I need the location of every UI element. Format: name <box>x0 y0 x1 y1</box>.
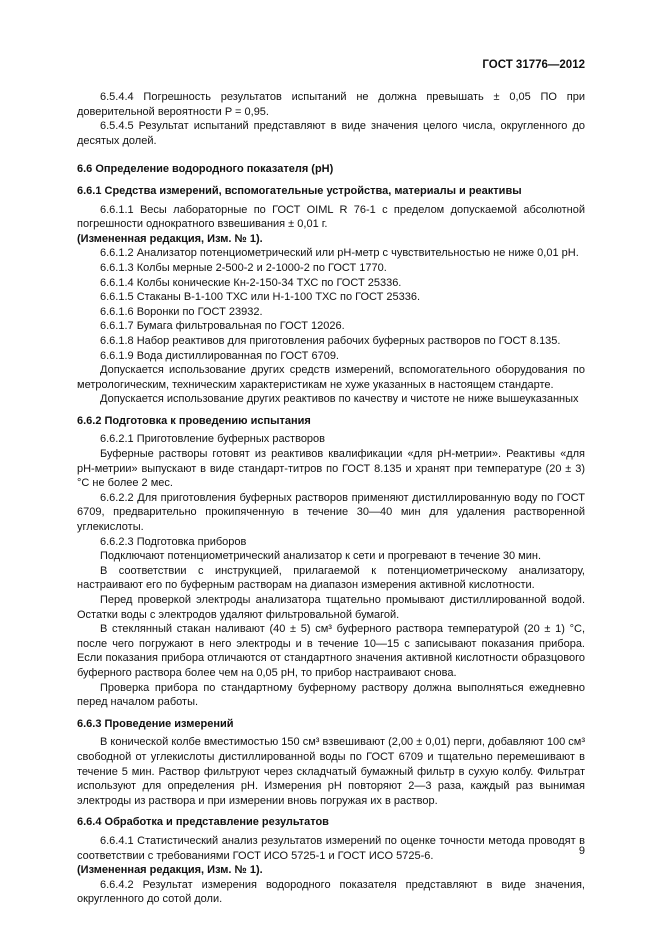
paragraph-permission-equipment: Допускается использование других средств измерений, вспомогательного оборудования по метрологическим, техническим характеристикам не хуже указанных в настоящем стандарте. <box>77 364 585 391</box>
paragraph-6-6-1-4: 6.6.1.4 Колбы конические Кн-2-150-34 ТХС по ГОСТ 25336. <box>100 276 402 289</box>
paragraph-measurement-procedure: В конической колбе вместимостью 150 см³ взвешивают (2,00 ± 0,01) перги, добавляют 100 см³ свободной от углекислоты дистиллированной воды по ГОСТ 6709 и тщательно перемешивают в течение 5 мин. Раствор фильтруют через складчатый бумажный фильтр в сухую колбу. Фильтрат используют для определения рН. Измерения рН повторяют 2—3 раза, каждый раз вынимая электроды из раствора и при измерении вновь погружая их в раствор. <box>77 736 585 807</box>
paragraph-beaker-check: В стеклянный стакан наливают (40 ± 5) см³ буферного раствора температурой (20 ± 1) °С, после чего погружают в него электроды и в течение 10—15 с записывают показания прибора. Если показания прибора отличаются от стандартного значения активной кислотности образцового буферного раствора более чем на 0,05 рН, то прибор настраивают снова. <box>77 623 585 679</box>
paragraph-6-6-1-9: 6.6.1.9 Вода дистиллированная по ГОСТ 6709. <box>100 349 339 362</box>
subsection-heading-6-6-2: 6.6.2 Подготовка к проведению испытания <box>77 414 311 427</box>
paragraph-6-6-2-1: 6.6.2.1 Приготовление буферных растворов <box>100 433 326 446</box>
document-code-header: ГОСТ 31776—2012 <box>482 59 585 71</box>
paragraph-6-6-1-5: 6.6.1.5 Стаканы В-1-100 ТХС или Н-1-100 ТХС по ГОСТ 25336. <box>100 291 421 304</box>
paragraph-6-6-1-2: 6.6.1.2 Анализатор потенциометрический или рН-метр с чувствительностью не ниже 0,01 рН. <box>100 247 579 260</box>
paragraph-6-6-1-6: 6.6.1.6 Воронки по ГОСТ 23932. <box>100 305 263 318</box>
paragraph-6-6-4-2: 6.6.4.2 Результат измерения водородного показателя представляют в виде значения, округленного до сотой доли. <box>77 878 585 906</box>
amendment-note: (Измененная редакция, Изм. № 1). <box>77 232 263 245</box>
paragraph-6-6-1-1: 6.6.1.1 Весы лабораторные по ГОСТ OIML R 76-1 с пределом допускаемой абсолютной погрешности однократного взвешивания ± 0,01 г. <box>77 203 585 231</box>
page-number: 9 <box>578 845 585 857</box>
amendment-note-2: (Измененная редакция, Изм. № 1). <box>77 864 263 877</box>
paragraph-6-6-1-3: 6.6.1.3 Колбы мерные 2-500-2 и 2-1000-2 по ГОСТ 1770. <box>100 261 387 274</box>
subsection-heading-6-6-4: 6.6.4 Обработка и представление результатов <box>77 816 329 829</box>
subsection-heading-6-6-1: 6.6.1 Средства измерений, вспомогательные устройства, материалы и реактивы <box>77 184 522 197</box>
paragraph-buffer-solutions: Буферные растворы готовят из реактивов квалификации «для рН-метрии». Реактивы «для рН-метрии» выпускают в виде стандарт-титров по ГОСТ 8.135 и хранят при температуре (20 ± 3) °С не более 2 мес. <box>77 448 585 490</box>
page-body <box>77 90 585 907</box>
paragraph-6-6-4-1: 6.6.4.1 Статистический анализ результатов измерений по оценке точности метода проводят в соответствии с требованиями ГОСТ ИСО 5725-1 и ГОСТ ИСО 5725-6. <box>77 834 585 862</box>
paragraph-calibration: В соответствии с инструкцией, прилагаемой к потенциометрическому анализатору, настраивают его по буферным растворам на диапазон измерения активной кислотности. <box>77 564 585 592</box>
paragraph-6-6-2-3: 6.6.2.3 Подготовка приборов <box>100 535 247 548</box>
section-heading-6-6: 6.6 Определение водородного показателя (рН) <box>77 163 334 176</box>
paragraph-electrode-wash: Перед проверкой электроды анализатора тщательно промывают дистиллированной водой. Остатки воды с электродов удаляют фильтровальной бумагой. <box>77 594 585 621</box>
paragraph-6-6-2-2: 6.6.2.2 Для приготовления буферных растворов применяют дистиллированную воду по ГОСТ 6709, предварительно прокипяченную в течение 30—40 мин для удаления растворенной углекислоты. <box>77 491 585 534</box>
paragraph-6-5-4-5: 6.5.4.5 Результат испытаний представляют в виде значения целого числа, округленного до десятых долей. <box>77 120 585 147</box>
paragraph-6-6-1-7: 6.6.1.7 Бумага фильтровальная по ГОСТ 12026. <box>100 320 345 333</box>
paragraph-6-6-1-8: 6.6.1.8 Набор реактивов для приготовления рабочих буферных растворов по ГОСТ 8.135. <box>100 334 561 347</box>
paragraph-6-5-4-4: 6.5.4.4 Погрешность результатов испытаний не должна превышать ± 0,05 ПО при доверительной вероятности P = 0,95. <box>77 91 585 118</box>
paragraph-connect-analyzer: Подключают потенциометрический анализатор к сети и прогревают в течение 30 мин. <box>100 550 542 563</box>
paragraph-permission-reagents: Допускается использование других реактивов по качеству и чистоте не ниже вышеуказанных <box>100 393 579 406</box>
subsection-heading-6-6-3: 6.6.3 Проведение измерений <box>77 717 234 730</box>
paragraph-daily-check: Проверка прибора по стандартному буферному раствору должна выполняться ежедневно перед началом работы. <box>77 681 585 709</box>
